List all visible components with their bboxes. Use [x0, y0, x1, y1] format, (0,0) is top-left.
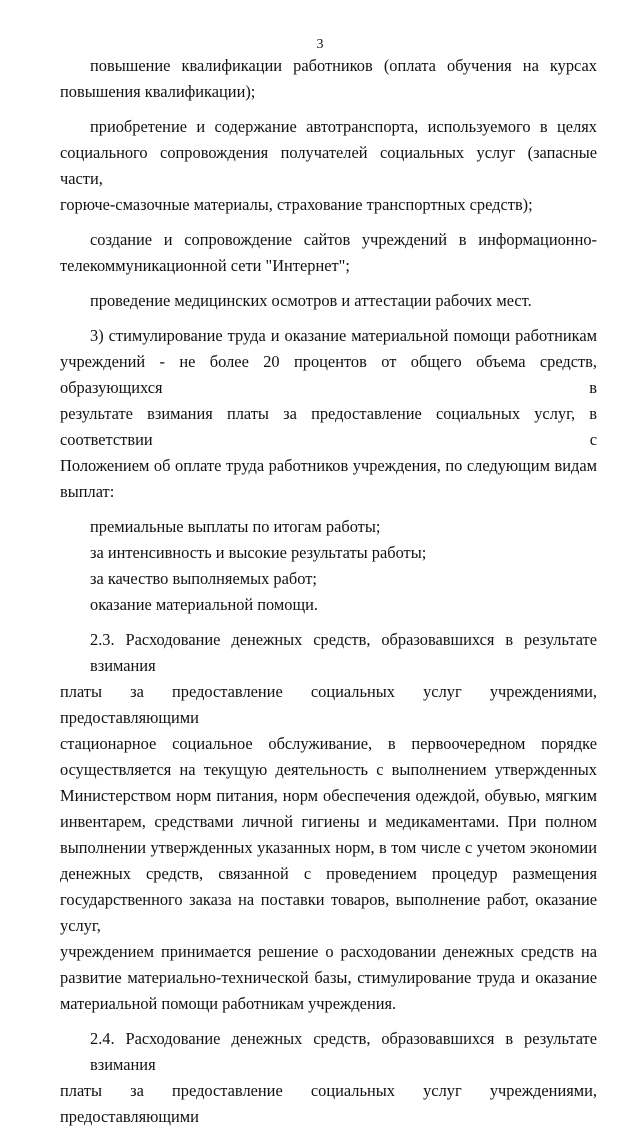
text-line: 2.3. Расходование денежных средств, образовавшихся в результате взимания	[90, 630, 597, 675]
text-line: осуществляется на текущую деятельность с выполнением утвержденных	[60, 760, 597, 779]
text-line: за качество выполняемых работ;	[90, 569, 317, 588]
text-line: социального сопровождения получателей социальных услуг (запасные части,	[60, 143, 597, 188]
paragraph-section-2-3	[60, 627, 597, 1017]
page-number: 3	[316, 37, 324, 52]
text-line: оказание материальной помощи.	[90, 595, 318, 614]
text-line: инвентарем, средствами личной гигиены и медикаментами. При полном	[60, 812, 597, 831]
paragraph-transport	[60, 114, 597, 218]
paragraph-section-2-4	[60, 1026, 597, 1130]
text-line: 3) стимулирование труда и оказание материальной помощи работникам	[90, 326, 597, 345]
text-line: платы за предоставление социальных услуг учреждениями, предоставляющими	[60, 682, 597, 727]
text-line: за интенсивность и высокие результаты работы;	[90, 543, 427, 562]
text-line: учреждением принимается решение о расходовании денежных средств на	[60, 942, 597, 961]
paragraph-websites	[60, 227, 597, 279]
text-line: повышения квалификации);	[60, 82, 256, 101]
text-line: развитие материально-технической базы, стимулирование труда и оказание	[60, 968, 597, 987]
paragraph-stimulation	[60, 323, 597, 505]
text-line: телекоммуникационной сети "Интернет";	[60, 256, 350, 275]
paragraph-bonus	[60, 514, 597, 540]
paragraph-qualification	[60, 53, 597, 105]
text-line: стационарное социальное обслуживание, в первоочередном порядке	[60, 734, 597, 753]
text-line: повышение квалификации работников (оплата обучения на курсах	[90, 56, 597, 75]
text-line: премиальные выплаты по итогам работы;	[90, 517, 381, 536]
text-line: горюче-смазочные материалы, страхование транспортных средств);	[60, 195, 533, 214]
text-line: государственного заказа на поставки товаров, выполнение работ, оказание услуг,	[60, 890, 597, 935]
text-line: создание и сопровождение сайтов учреждений в информационно-	[90, 230, 597, 249]
text-line: Положением об оплате труда работников учреждения, по следующим видам	[60, 456, 597, 475]
text-line: проведение медицинских осмотров и аттестации рабочих мест.	[90, 291, 532, 310]
text-line: приобретение и содержание автотранспорта, используемого в целях	[90, 117, 597, 136]
paragraph-aid	[60, 592, 597, 618]
paragraph-quality	[60, 566, 597, 592]
text-line: денежных средств, связанной с проведением процедур размещения	[60, 864, 597, 883]
paragraph-intensity	[60, 540, 597, 566]
text-line: выполнении утвержденных указанных норм, в том числе с учетом экономии	[60, 838, 597, 857]
document-body	[60, 53, 597, 1130]
paragraph-medical	[60, 288, 597, 314]
text-line: материальной помощи работникам учреждения.	[60, 994, 397, 1013]
text-line: учреждений - не более 20 процентов от общего объема средств, образующихся в	[60, 352, 597, 397]
text-line: платы за предоставление социальных услуг учреждениями, предоставляющими	[60, 1081, 597, 1126]
text-line: Министерством норм питания, норм обеспечения одеждой, обувью, мягким	[60, 786, 597, 805]
text-line: 2.4. Расходование денежных средств, образовавшихся в результате взимания	[90, 1029, 597, 1074]
text-line: результате взимания платы за предоставление социальных услуг, в соответствии с	[60, 404, 597, 449]
text-line: выплат:	[60, 482, 115, 501]
